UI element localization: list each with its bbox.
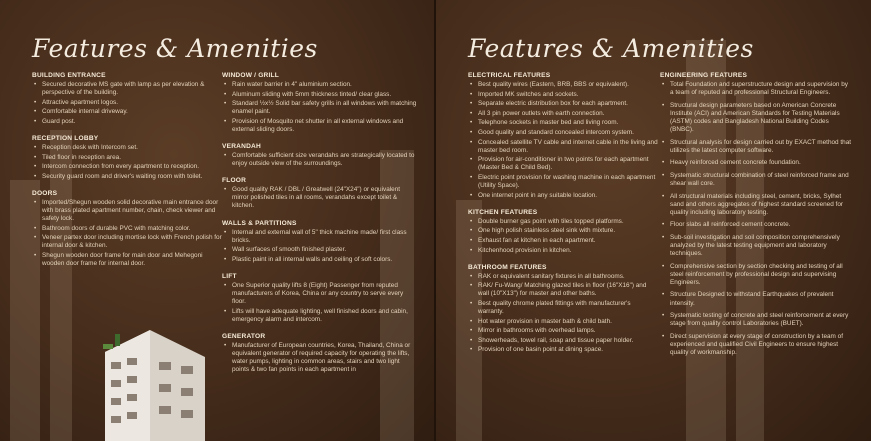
feature-item: • Secured decorative MS gate with lamp as per elevation & perspective of the building. (42, 81, 222, 97)
feature-item: • Bathroom doors of durable PVC with matching color. (42, 225, 222, 233)
feature-section (32, 135, 222, 181)
feature-item: • One Superior quality lifts 8 (Eight) Passenger from reputed manufacturers of Korea, China or any country to serve every floor. (232, 282, 417, 306)
feature-item: • All 3 pin power outlets with earth connection. (478, 110, 658, 118)
feature-item: • Comfortable internal driveway. (42, 108, 222, 116)
section-heading: FLOOR (222, 177, 247, 185)
feature-section (468, 72, 658, 200)
feature-item: • Imported/Shegun wooden solid decorative main entrance door with brass plated apartment number, chain, check viewer and safety lock. (42, 199, 222, 223)
feature-item: • Showerheads, towel rail, soap and tissue paper holder. (478, 337, 658, 345)
feature-item: • Good quality and standard concealed intercom system. (478, 129, 658, 137)
feature-item: • Imported MK switches and sockets. (478, 91, 658, 99)
feature-item: • Attractive apartment logos. (42, 99, 222, 107)
feature-item: • Security guard room and driver's waiting room with toilet. (42, 173, 222, 181)
feature-item: • Double burner gas point with tiles topped platforms. (478, 218, 658, 226)
feature-item: • Aluminum sliding with 5mm thickness tinted/ clear glass. (232, 91, 417, 99)
feature-item: • Systematic structural combination of steel reinforced frame and shear wall core. (670, 172, 852, 188)
feature-item: • Intercom connection from every apartment to reception. (42, 163, 222, 171)
left-column-1 (32, 72, 222, 277)
feature-section (222, 220, 417, 264)
feature-item: • Rain water barrier in 4" aluminium section. (232, 81, 417, 89)
left-page (0, 0, 435, 441)
feature-item: • Shegun wooden door frame for main door and Mehegoni wooden door frame for internal door. (42, 252, 222, 268)
feature-item: • Veneer partex door including mortise lock with French polish for internal door & kitchen. (42, 234, 222, 250)
section-heading: KITCHEN FEATURES (468, 208, 538, 216)
feature-item: • Total Foundation and superstructure design and supervision by a team of reputed and professional Structural Engineers. (670, 81, 852, 97)
right-column-2 (660, 72, 852, 366)
feature-item: • Best quality wires (Eastern, BRB, BBS or equivalent). (478, 81, 658, 89)
feature-item: • One high polish stainless steel sink with mixture. (478, 227, 658, 235)
feature-item: • Sub-soil investigation and soil composition comprehensively analyzed by the latest testing equipment and laboratory techniques. (670, 234, 852, 258)
feature-item: • Structure Designed to withstand Earthquakes of prevalent intensity. (670, 291, 852, 307)
section-heading: BUILDING ENTRANCE (32, 72, 106, 79)
section-heading: ENGINEERING FEATURES (660, 72, 748, 79)
feature-section (222, 72, 417, 134)
feature-item: • Structural analysis for design carried out by EXACT method that utilizes the latest computer software. (670, 139, 852, 155)
feature-list (222, 81, 417, 134)
feature-item: • Lifts will have adequate lighting, well finished doors and cabin, emergency alarm and intercom. (232, 308, 417, 324)
feature-list (222, 152, 417, 168)
right-column-1 (468, 72, 658, 363)
feature-item: • Guard post. (42, 118, 222, 126)
feature-item: • Floor slabs all reinforced cement concrete. (670, 221, 852, 229)
feature-item: • Separate electric distribution box for each apartment. (478, 100, 658, 108)
feature-section (32, 72, 222, 126)
section-heading: ELECTRICAL FEATURES (468, 72, 551, 79)
feature-item: • RAK/ Fu-Wang/ Matching glazed tiles in floor (16"X16") and wall (10"X13") for master and other baths. (478, 282, 658, 298)
feature-item: • All structural materials including steel, cement, bricks, Sylhet sand and others aggregates of highest standard screened for quality including laboratory testing. (670, 193, 852, 217)
feature-item: • Hot water provision in master bath & child bath. (478, 318, 658, 326)
feature-section (32, 190, 222, 268)
feature-section (222, 143, 417, 168)
feature-item: • Tiled floor in reception area. (42, 154, 222, 162)
feature-item: • Manufacturer of European countries, Korea, Thailand, China or equivalent generator of required capacity for operating the lifts, water pumps, lighting in common areas, stairs and two light points & two fan points in each apartment in (232, 342, 417, 374)
feature-section (468, 264, 658, 355)
feature-section (660, 72, 852, 357)
feature-item: • Mirror in bathrooms with overhead lamps. (478, 327, 658, 335)
feature-list (222, 282, 417, 324)
feature-item: • Kitchenhood provision in kitchen. (478, 247, 658, 255)
section-heading: VERANDAH (222, 143, 261, 151)
page-title: Features & Amenities (32, 34, 318, 63)
feature-item: • RAK or equivalent sanitary fixtures in all bathrooms. (478, 273, 658, 281)
right-page (436, 0, 871, 441)
feature-item: • Comfortable sufficient size verandahs are strategically located to enjoy outside view of the surroundings. (232, 152, 417, 168)
feature-item: • Standard ½x½ Solid bar safety grills in all windows with matching enamel paint. (232, 100, 417, 116)
section-heading: WINDOW / GRILL (222, 72, 280, 79)
feature-list (222, 342, 417, 374)
feature-list (32, 199, 222, 268)
feature-item: • Systematic testing of concrete and steel reinforcement at every stage from quality control Laboratories (BUET). (670, 312, 852, 328)
feature-item: • One internet point in any suitable location. (478, 192, 658, 200)
section-heading: RECEPTION LOBBY (32, 134, 99, 142)
left-column-2 (222, 72, 417, 383)
feature-item: • Provision of one basin point at dining space. (478, 346, 658, 354)
feature-item: • Reception desk with Intercom set. (42, 144, 222, 152)
feature-list (222, 186, 417, 210)
feature-list (468, 81, 658, 200)
feature-item: • Concealed satellite TV cable and internet cable in the living and master bed room. (478, 139, 658, 155)
feature-item: • Wall surfaces of smooth finished plaster. (232, 246, 417, 254)
section-heading: BATHROOM FEATURES (468, 263, 547, 271)
section-heading: DOORS (32, 189, 58, 197)
feature-list (32, 144, 222, 181)
feature-section (222, 333, 417, 374)
feature-list (222, 229, 417, 264)
building-illustration (95, 322, 215, 441)
feature-item: • Electric point provision for washing machine in each apartment (Utility Space). (478, 174, 658, 190)
feature-item: • Provision of Mosquito net shutter in all external windows and external sliding doors. (232, 118, 417, 134)
section-heading: LIFT (222, 272, 237, 280)
feature-list (468, 273, 658, 355)
feature-item: • Telephone sockets in master bed and living room. (478, 119, 658, 127)
feature-list (32, 81, 222, 126)
feature-item: • Exhaust fan at kitchen in each apartment. (478, 237, 658, 245)
section-heading: GENERATOR (222, 332, 266, 340)
feature-item: • Heavy reinforced cement concrete foundation. (670, 159, 852, 167)
feature-item: • Structural design parameters based on American Concrete Institute (ACI) and American Standards for Testing Materials (ASTM) codes and Bangladesh National Building Codes (BNBC). (670, 102, 852, 134)
feature-section (222, 177, 417, 210)
feature-list (660, 81, 852, 357)
feature-item: • Best quality chrome plated fittings with manufacturer's warranty. (478, 300, 658, 316)
feature-item: • Good quality RAK / DBL / Greatwell (24"X24") or equivalent mirror polished tiles in all rooms, verandahs except toilet & kitchen. (232, 186, 417, 210)
feature-item: • Plastic paint in all internal walls and ceiling of soft colors. (232, 256, 417, 264)
feature-item: • Comprehensive section by section checking and testing of all steel reinforcement by professional design and supervising Engineers. (670, 263, 852, 287)
feature-item: • Provision for air-conditioner in two points for each apartment (Master Bed & Child Bed). (478, 156, 658, 172)
section-heading: WALLS & PARTITIONS (222, 219, 297, 227)
feature-item: • Direct supervision at every stage of construction by a team of experienced and qualified Civil Engineers to ensure highest quality of workmanship. (670, 333, 852, 357)
page-title: Features & Amenities (468, 34, 754, 63)
feature-item: • Internal and external wall of 5" thick machine made/ first class bricks. (232, 229, 417, 245)
feature-section (222, 273, 417, 324)
feature-list (468, 218, 658, 255)
feature-section (468, 209, 658, 255)
